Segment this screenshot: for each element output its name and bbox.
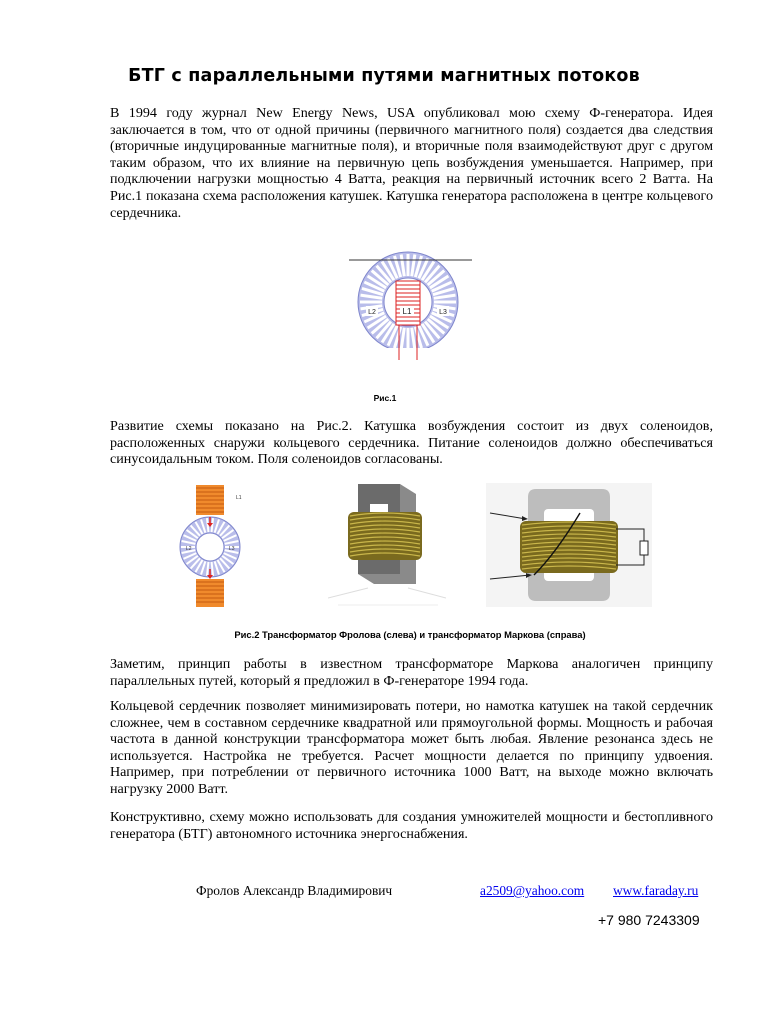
coil-label-l2: L2 (368, 309, 376, 316)
figure1-caption: Рис.1 (373, 393, 397, 403)
figure2-caption: Рис.2 Трансформатор Фролова (слева) и трансформатор Маркова (справа) (234, 629, 586, 640)
coil-label-l1: L1 (236, 495, 242, 501)
email-link[interactable]: a2509@yahoo.com (480, 883, 585, 898)
markov-transformer-3d (328, 480, 446, 610)
frolov-transformer-diagram (178, 483, 246, 608)
paragraph-core: Кольцевой сердечник позволяет минимизировать потери, но намотка катушек на такой сердечник сложнее, чем в составном сердечнике квадратной или прямоугольной формы. Мощность и рабочая частота в данной конструкции трансформатора может быть любая. Явление резонанса здесь не используется. Настройка не требуется. Расчет мощности делается по принципу удвоения. Например, при потреблении от первичного источника 1000 Ватт, на выходе можно включать нагрузку 2000 Ватт. (110, 698, 713, 797)
page-title: БТГ с параллельными путями магнитных потоков (128, 66, 640, 86)
paragraph-markov: Заметим, принцип работы в известном трансформаторе Маркова аналогичен принципу параллельных путей, который я предложил в Ф-генераторе 1994 года. (110, 656, 713, 689)
coil-label-l3: L3 (439, 309, 447, 316)
website-link[interactable]: www.faraday.ru (613, 883, 699, 898)
coil-label-l3: L3 (229, 546, 235, 552)
phone-number: +7 980 7243309 (598, 912, 700, 928)
paragraph-intro: В 1994 году журнал New Energy News, USA опубликовал мою схему Ф-генератора. Идея заключается в том, что от одной причины (первичного магнитного поля) создается два следствия (вторичные индуцированные магнитные поля), и вторичные поля взаимодействуют друг с другом таким образом, что их влияние на первичную цепь возбуждения уменьшается. Например, при подключении нагрузки мощностью 4 Ватта, реакция на первичный источник всего 2 Ватта. На Рис.1 показана схема расположения катушек. Катушка генератора расположена в центре кольцевого сердечника. (110, 105, 713, 221)
coil-label-l2: L2 (186, 546, 192, 552)
paragraph-application: Конструктивно, схему можно использовать для создания умножителей мощности и бестопливного генератора (БТГ) автономного источника энергоснабжения. (110, 809, 713, 842)
toroid-coil-diagram (344, 250, 478, 362)
markov-transformer-schematic (486, 483, 652, 607)
coil-label-l1: L1 (402, 307, 412, 316)
author-name: Фролов Александр Владимирович (196, 883, 393, 898)
paragraph-development: Развитие схемы показано на Рис.2. Катушка возбуждения состоит из двух соленоидов, расположенных снаружи кольцевого сердечника. Питание соленоидов должно обеспечиваться синусоидальным током. Поля соленоидов согласованы. (110, 418, 713, 468)
